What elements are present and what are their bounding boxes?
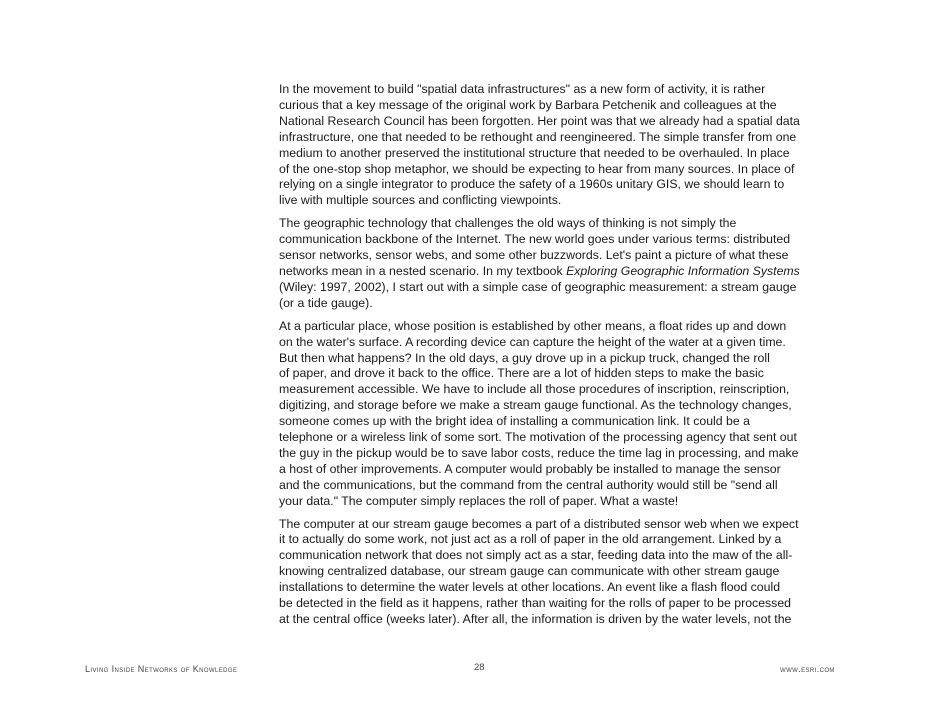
text-line: the guy in the pickup would be to save labor costs, reduce the time lag in processing, and make	[279, 445, 799, 460]
text-line: relying on a single integrator to produce the safety of a 1960s unitary GIS, we should learn to	[279, 177, 785, 192]
text-line: your data." The computer simply replaces the roll of paper. What a waste!	[279, 493, 679, 508]
text-line: digitizing, and storage before we make a stream gauge functional. As the technology changes,	[279, 398, 792, 413]
book-title: Exploring Geographic Information Systems	[566, 263, 800, 278]
text-line: at the central office (weeks later). After all, the information is driven by the water levels, not the	[279, 612, 792, 626]
text-line: The computer at our stream gauge becomes a part of a distributed sensor web when we expect	[279, 516, 799, 531]
text-line: knowing centralized database, our stream gauge can communicate with other stream gauge	[279, 564, 780, 579]
text-line: curious that a key message of the original work by Barbara Petchenik and colleagues at the	[279, 97, 777, 112]
text-line: But then what happens? In the old days, a guy drove up in a pickup truck, changed the roll	[279, 350, 770, 365]
text-line: telephone or a wireless link of some sort. The motivation of the processing agency that sent out	[279, 430, 797, 445]
text-line: In the movement to build "spatial data infrastructures" as a new form of activity, it is rather	[279, 82, 766, 96]
page-footer	[0, 662, 942, 676]
text-line: measurement accessible. We have to include all those procedures of inscription, reinscription,	[279, 382, 790, 397]
text-line: installations to determine the water levels at other locations. An event like a flash flood could	[279, 580, 781, 595]
page-number: 28	[474, 662, 485, 673]
paragraph-distributed-sensor-web	[279, 517, 839, 628]
text-fragment: networks mean in a nested scenario. In my textbook	[279, 263, 567, 278]
text-line: and the communications, but the command from the central authority would still be "send all	[279, 477, 778, 492]
body-text-column	[279, 82, 839, 635]
text-line: sensor networks, sensor webs, and some other buzzwords. Let's paint a picture of what these	[279, 248, 789, 263]
text-line: of paper, and drove it back to the office. There are a lot of hidden steps to make the basic	[279, 366, 764, 381]
text-line: infrastructure, one that needed to be rethought and reengineered. The simple transfer from one	[279, 129, 797, 144]
text-line: (Wiley: 1997, 2002), I start out with a simple case of geographic measurement: a stream gauge	[279, 279, 797, 294]
text-line: communication network that does not simply act as a star, feeding data into the maw of the all-	[279, 548, 793, 563]
text-line: At a particular place, whose position is established by other means, a float rides up and down	[279, 318, 787, 333]
paragraph-spatial-data-infrastructures	[279, 82, 839, 209]
text-line: National Research Council has been forgotten. Her point was that we already had a spatial data	[279, 113, 800, 128]
text-line-with-book-title	[279, 264, 839, 280]
text-line: on the water's surface. A recording device can capture the height of the water at a given time.	[279, 334, 786, 349]
footer-website: www.esri.com	[780, 664, 835, 674]
text-line: be detected in the field as it happens, rather than waiting for the rolls of paper to be processed	[279, 596, 792, 611]
text-line: it to actually do some work, not just act as a roll of paper in the old arrangement. Linked by a	[279, 532, 782, 547]
text-line: live with multiple sources and conflicting viewpoints.	[279, 193, 562, 208]
paragraph-geographic-technology	[279, 216, 839, 311]
text-line: someone comes up with the bright idea of installing a communication link. It could be a	[279, 414, 750, 429]
text-line: of the one-stop shop metaphor, we should be expecting to hear from many sources. In place of	[279, 161, 795, 176]
paragraph-stream-gauge	[279, 319, 839, 510]
text-line: The geographic technology that challenges the old ways of thinking is not simply the	[279, 216, 737, 231]
text-line: communication backbone of the Internet. The new world goes under various terms: distributed	[279, 232, 791, 247]
text-line: a host of other improvements. A computer would probably be installed to manage the sensor	[279, 461, 781, 476]
text-line: medium to another preserved the institutional structure that needed to be overhauled. In place	[279, 145, 790, 160]
text-line: (or a tide gauge).	[279, 295, 373, 310]
footer-book-title: Living Inside Networks of Knowledge	[85, 664, 238, 674]
